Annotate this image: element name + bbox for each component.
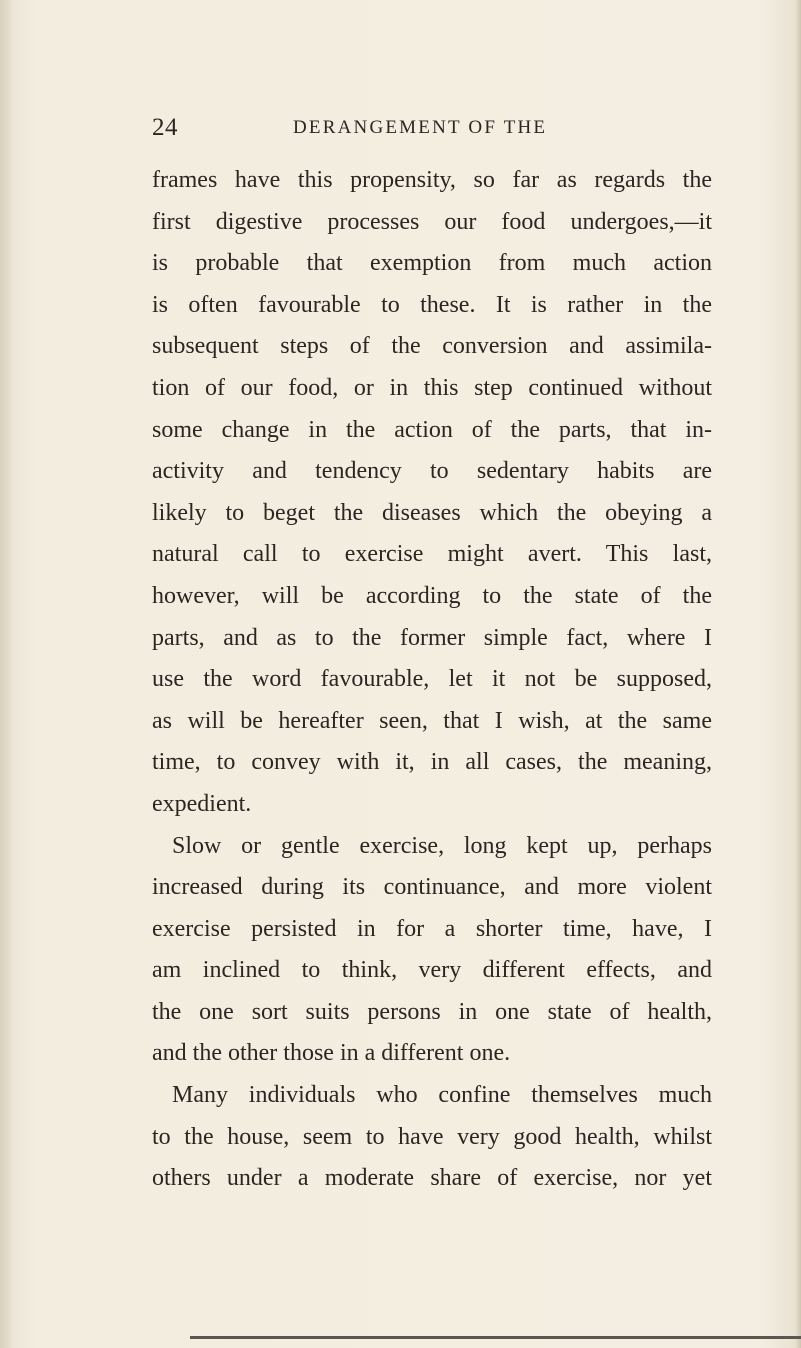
text-line: activity and tendency to sedentary habits are xyxy=(152,458,712,485)
running-title: DERANGEMENT OF THE xyxy=(293,117,548,138)
text-line: to the house, seem to have very good health, whilst xyxy=(152,1123,712,1150)
text-line: likely to beget the diseases which the obeying a xyxy=(152,499,712,526)
text-line: increased during its continuance, and more violent xyxy=(152,874,712,901)
page-number: 24 xyxy=(152,114,178,141)
text-line: frames have this propensity, so far as regards the xyxy=(152,167,712,193)
page-gutter-shadow xyxy=(0,0,14,1348)
text-line: others under a moderate share of exercise, nor yet xyxy=(152,1165,712,1192)
text-line: expedient. xyxy=(152,790,252,817)
page-header xyxy=(0,110,801,146)
page-edge xyxy=(795,0,801,1348)
text-line: some change in the action of the parts, that in- xyxy=(152,416,712,443)
text-line: first digestive processes our food undergoes,—it xyxy=(152,208,712,235)
text-line: Slow or gentle exercise, long kept up, perhaps xyxy=(172,832,712,859)
text-line: subsequent steps of the conversion and assimila- xyxy=(152,333,712,360)
text-line: am inclined to think, very different effects, and xyxy=(152,957,712,984)
body-text xyxy=(152,160,712,1200)
text-line: is probable that exemption from much action xyxy=(152,250,712,277)
text-line: the one sort suits persons in one state of health, xyxy=(152,998,712,1025)
text-line: and the other those in a different one. xyxy=(152,1040,511,1067)
text-line: as will be hereafter seen, that I wish, at the same xyxy=(152,707,712,734)
bottom-rule xyxy=(190,1336,801,1339)
text-line: however, will be according to the state of the xyxy=(152,582,712,609)
text-line: exercise persisted in for a shorter time, have, I xyxy=(152,915,712,942)
text-line: time, to convey with it, in all cases, the meaning, xyxy=(152,749,712,776)
text-line: parts, and as to the former simple fact, where I xyxy=(152,624,712,651)
text-line: tion of our food, or in this step continued without xyxy=(152,374,712,401)
text-line: is often favourable to these. It is rather in the xyxy=(152,291,712,318)
text-line: use the word favourable, let it not be supposed, xyxy=(152,666,712,693)
text-line: natural call to exercise might avert. This last, xyxy=(152,541,712,568)
text-line: Many individuals who confine themselves much xyxy=(172,1082,712,1109)
